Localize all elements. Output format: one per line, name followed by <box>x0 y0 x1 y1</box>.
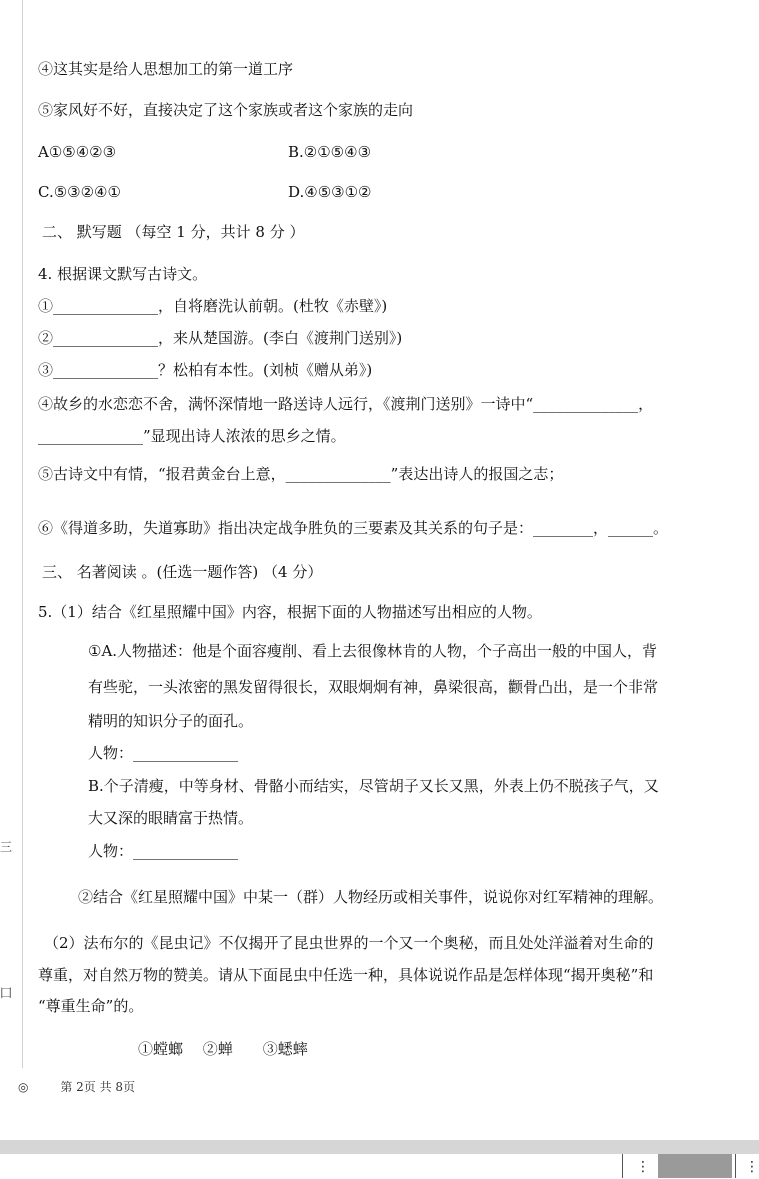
question-4-item-3: ③______________？松柏有本性。(刘桢《赠从弟》) <box>38 361 373 379</box>
insect-options: ①螳螂 ②蝉 ③蟋蟀 <box>138 1040 308 1058</box>
option-b: B.②①⑤④③ <box>288 143 372 161</box>
question-4-item-2: ②______________，来从楚国游。(李白《渡荆门送别》) <box>38 329 403 347</box>
margin-mark: 囗 <box>0 986 13 1000</box>
question-4-item-1: ①______________，自将磨洗认前朝。(杜牧《赤壁》) <box>38 297 388 315</box>
answer-line-b: 人物：______________ <box>88 842 239 860</box>
more-vertical-icon[interactable]: ⋮ <box>745 1159 759 1175</box>
answer-line-a: 人物：______________ <box>88 744 239 762</box>
question-5-desc-a-line2: 有些驼，一头浓密的黑发留得很长，双眼炯炯有神，鼻梁很高，颧骨凸出，是一个非常 <box>88 678 659 696</box>
question-4-item-4: ④故乡的水恋恋不舍，满怀深情地一路送诗人远行，《渡荆门送别》一诗中“______________， <box>38 395 654 413</box>
binding-margin-line <box>22 0 23 1068</box>
question-5-part-2-line2: 尊重，对自然万物的赞美。请从下面昆虫中任选一种，具体说说作品是怎样体现“揭开奥秘”和 <box>38 966 654 984</box>
option-a: A①⑤④②③ <box>38 143 117 161</box>
question-5-desc-a-line1: ①A.人物描述：他是个面容瘦削、看上去很像林肯的人物，个子高出一般的中国人，背 <box>88 642 658 660</box>
question-5-part-2-line3: “尊重生命”的。 <box>38 997 144 1015</box>
question-5-desc-b-line1: B.个子清瘦，中等身材、骨骼小而结实，尽管胡子又长又黑，外表上仍不脱孩子气，又 <box>88 777 659 795</box>
question-4-item-4-cont: ______________”显现出诗人浓浓的思乡之情。 <box>38 427 346 445</box>
horizontal-scrollbar[interactable] <box>0 1140 759 1154</box>
sentence-4: ④这其实是给人思想加工的第一道工序 <box>38 60 294 78</box>
toolbar-divider <box>735 1154 736 1178</box>
option-c: C.⑤③②④① <box>38 183 121 201</box>
question-5-desc-b-line2: 大又深的眼睛富于热情。 <box>88 809 254 827</box>
sentence-5: ⑤家风好不好，直接决定了这个家族或者这个家族的走向 <box>38 101 414 119</box>
more-vertical-icon[interactable]: ⋮ <box>636 1159 650 1175</box>
section-heading-3: 三、 名著阅读 。(任选一题作答) （4 分） <box>42 563 323 581</box>
option-d: D.④⑤③①② <box>288 183 372 201</box>
toolbar-divider <box>622 1154 623 1178</box>
question-5-part-2-line1: （2）法布尔的《昆虫记》不仅揭开了昆虫世界的一个又一个奥秘，而且处处洋溢着对生命的 <box>44 934 654 952</box>
question-5-part-1-item-2: ②结合《红星照耀中国》中某一（群）人物经历或相关事件，说说你对红军精神的理解。 <box>78 888 664 906</box>
question-4-item-5: ⑤古诗文中有情，“报君黄金台上意，______________”表达出诗人的报国之志； <box>38 465 564 483</box>
question-4-item-6: ⑥《得道多助，失道寡助》指出决定战争胜负的三要素及其关系的句子是：________，______。 <box>38 519 669 537</box>
section-heading-2: 二、 默写题 （每空 1 分，共计 8 分 ） <box>42 223 305 241</box>
margin-mark: 三 <box>0 840 13 854</box>
page-footer <box>18 1078 135 1095</box>
viewer-toolbar <box>0 1140 759 1179</box>
question-4-title: 4. 根据课文默写古诗文。 <box>38 265 208 283</box>
page-number: 第 2页 共 8页 <box>60 1080 136 1094</box>
question-5-desc-a-line3: 精明的知识分子的面孔。 <box>88 712 254 730</box>
question-5-part-1: 5.（1）结合《红星照耀中国》内容，根据下面的人物描述写出相应的人物。 <box>38 603 542 621</box>
toolbar-button[interactable] <box>658 1154 732 1178</box>
footer-icon: ◎ <box>18 1080 29 1094</box>
